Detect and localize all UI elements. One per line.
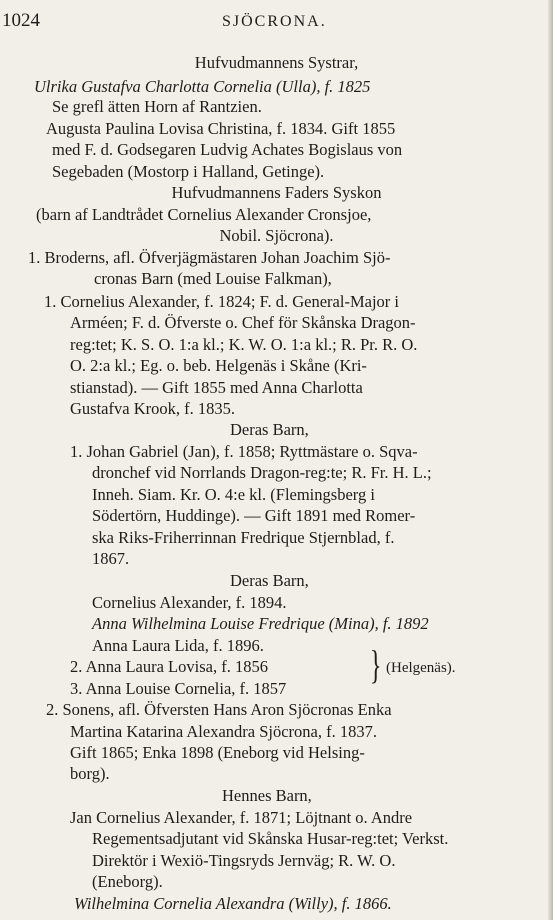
text-line: Inneh. Siam. Kr. O. 4:e kl. (Flemingsberg i (92, 485, 375, 504)
text-line: cronas Barn (med Louise Falkman), (94, 269, 332, 288)
text-line: Martina Katarina Alexandra Sjöcrona, f. 1837. (70, 722, 377, 741)
text-line: Se grefl ätten Horn af Rantzien. (52, 97, 262, 116)
text-line: (Eneborg). (92, 872, 163, 891)
text-line: Anna Laura Lida, f. 1896. (92, 636, 264, 655)
text-line: 2. Sonens, afl. Öfversten Hans Aron Sjöcronas Enka (46, 700, 392, 719)
running-head: SJÖCRONA. (222, 13, 327, 30)
text-line: ska Riks-Friherrinnan Fredrique Stjernblad, f. (92, 528, 395, 547)
text-line: Anna Wilhelmina Louise Fredrique (Mina), f. 1892 (92, 614, 429, 633)
text-line: stianstad). — Gift 1855 med Anna Charlotta (70, 378, 363, 397)
text-line: (barn af Landtrådet Cornelius Alexander Cronsjoe, (36, 205, 372, 224)
text-line: Deras Barn, (230, 420, 309, 439)
text-line: Direktör i Wexiö-Tingsryds Jernväg; R. W. O. (92, 851, 396, 870)
text-line: Arméen; F. d. Öfverste o. Chef för Skånska Dragon- (70, 313, 416, 332)
text-line: Augusta Paulina Lovisa Christina, f. 1834. Gift 1855 (46, 119, 396, 138)
page-edge (548, 0, 553, 920)
text-line: O. 2:a kl.; Eg. o. beb. Helgenäs i Skåne (Kri- (70, 356, 367, 375)
text-line: Regementsadjutant vid Skånska Husar-reg:tet; Verkst. (92, 829, 449, 848)
text-line: Segebaden (Mostorp i Halland, Getinge). (52, 162, 325, 181)
text-line: borg). (70, 764, 110, 783)
text-line: Gustafva Krook, f. 1835. (70, 399, 235, 418)
text-line: Jan Cornelius Alexander, f. 1871; Löjtnant o. Andre (70, 808, 413, 827)
text-line: 1. Cornelius Alexander, f. 1824; F. d. General-Major i (44, 292, 399, 311)
brace: } (369, 642, 382, 687)
text-line: 1. Johan Gabriel (Jan), f. 1858; Ryttmästare o. Sqva- (70, 442, 418, 461)
text-line: Hennes Barn, (222, 786, 312, 805)
text-line: Södertörn, Huddinge). — Gift 1891 med Romer- (92, 506, 416, 525)
text-line: dronchef vid Norrlands Dragon-reg:te; R. Fr. H. L.; (92, 463, 432, 482)
text-line: med F. d. Godsegaren Ludvig Achates Bogislaus von (52, 140, 403, 159)
text-line: Ulrika Gustafva Charlotta Cornelia (Ulla), f. 1825 (34, 77, 371, 96)
text-line: 1867. (92, 549, 130, 568)
text-line: reg:tet; K. S. O. 1:a kl.; K. W. O. 1:a kl.; R. Pr. R. O. (70, 335, 418, 354)
page-number: 1024 (2, 10, 40, 31)
text-line: 3. Anna Louise Cornelia, f. 1857 (70, 679, 287, 698)
text-line: Wilhelmina Cornelia Alexandra (Willy), f. 1866. (74, 894, 392, 913)
text-line: Hufvudmannens Systrar, (194, 53, 359, 72)
text-line: Deras Barn, (230, 571, 309, 590)
text-line: 1. Broderns, afl. Öfverjägmästaren Johan Joachim Sjö- (28, 248, 391, 267)
page-header (0, 10, 553, 34)
text-line: 2. Anna Laura Lovisa, f. 1856 (70, 657, 268, 676)
text-line: Nobil. Sjöcrona). (219, 226, 334, 245)
text-line: Gift 1865; Enka 1898 (Eneborg vid Helsing- (70, 743, 365, 762)
side-note: (Helgenäs). (386, 660, 456, 676)
text-line: Cornelius Alexander, f. 1894. (92, 593, 287, 612)
text-line: Hufvudmannens Faders Syskon (171, 183, 382, 202)
